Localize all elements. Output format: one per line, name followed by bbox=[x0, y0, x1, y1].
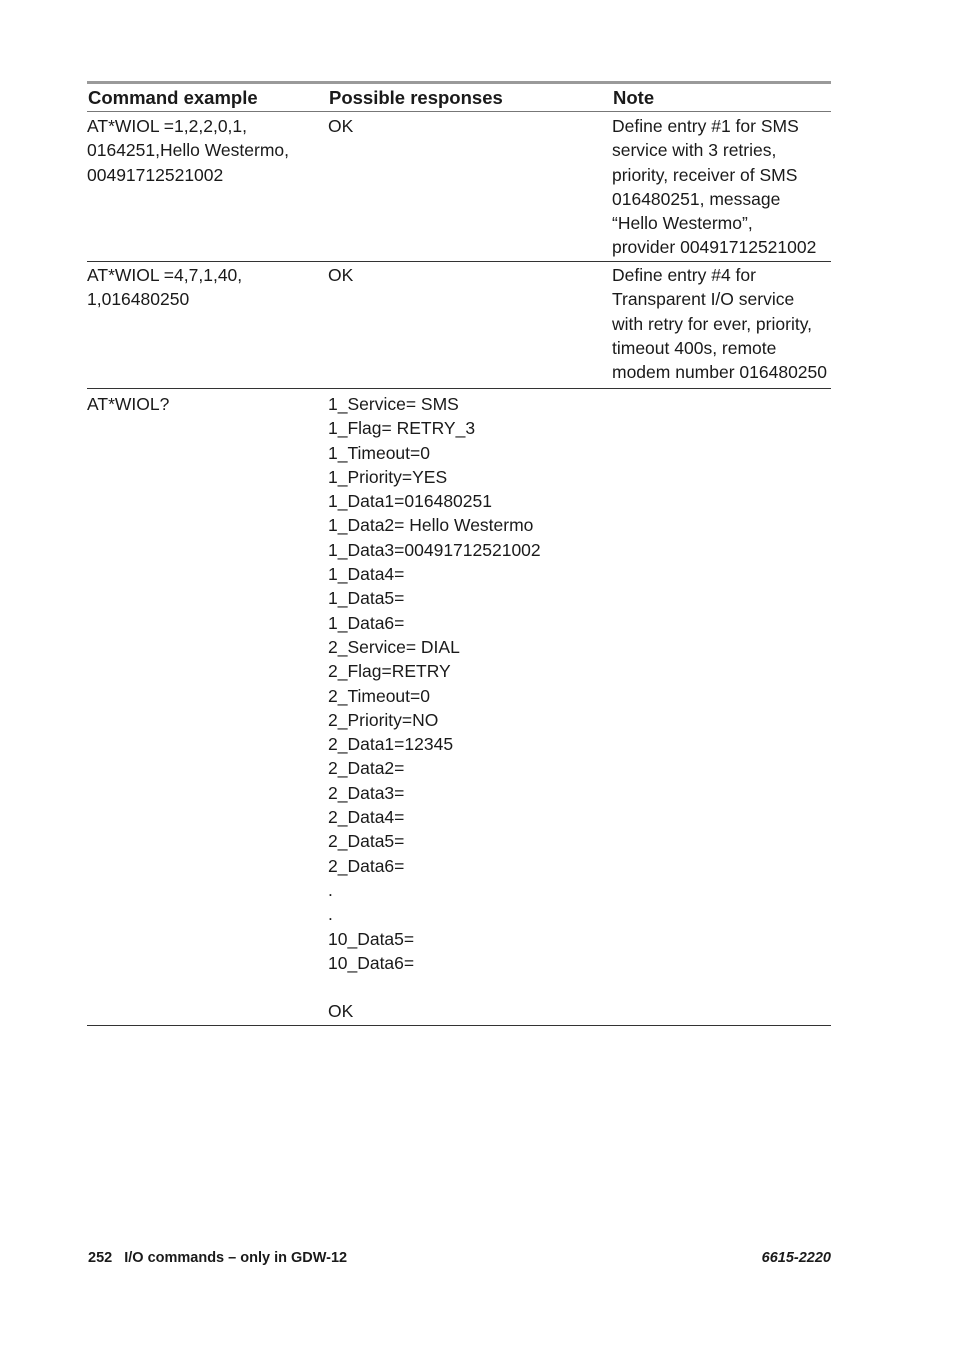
table-row bbox=[87, 262, 831, 389]
table-row bbox=[87, 112, 831, 262]
note-cell bbox=[612, 389, 831, 1025]
command-cell: AT*WIOL =4,7,1,40, 1,016480250 bbox=[87, 265, 243, 310]
header-note: Note bbox=[613, 87, 655, 108]
table-header-row bbox=[87, 84, 831, 112]
command-table bbox=[87, 81, 831, 1026]
table-row bbox=[87, 389, 831, 1026]
page-number: 252 bbox=[88, 1250, 113, 1266]
header-command-example: Command example bbox=[88, 87, 258, 108]
note-cell: Define entry #4 for Transparent I/O service with retry for ever, priority, timeout 400s, remote modem number 016480250 bbox=[612, 265, 828, 383]
command-cell: AT*WIOL? bbox=[87, 394, 170, 414]
footer-left bbox=[88, 1250, 359, 1266]
response-cell: OK bbox=[328, 265, 354, 285]
response-cell: 1_Service= SMS 1_Flag= RETRY_3 1_Timeout=0 1_Priority=YES 1_Data1=016480251 1_Data2= Hello Westermo 1_Data3=00491712521002 1_Data4= 1_Data5= 1_Data6= 2_Service= DIAL 2_Flag=RETRY 2_Timeout=0 2_Priority=NO 2_Data1=12345 2_Data2= 2_Data3= 2_Data4= 2_Data5= 2_Data6= . . 10_Data5= 10_Data6= OK bbox=[328, 394, 541, 1022]
command-cell: AT*WIOL =1,2,2,0,1, 0164251,Hello Westermo, 00491712521002 bbox=[87, 116, 290, 185]
section-title: I/O commands – only in GDW-12 bbox=[124, 1250, 348, 1266]
note-cell: Define entry #1 for SMS service with 3 retries, priority, receiver of SMS 016480251, message “Hello Westermo”, provider 00491712521002 bbox=[612, 116, 817, 258]
response-cell: OK bbox=[328, 116, 354, 136]
document-number: 6615-2220 bbox=[761, 1250, 831, 1266]
header-possible-responses: Possible responses bbox=[329, 87, 503, 108]
page-footer bbox=[88, 1250, 831, 1266]
